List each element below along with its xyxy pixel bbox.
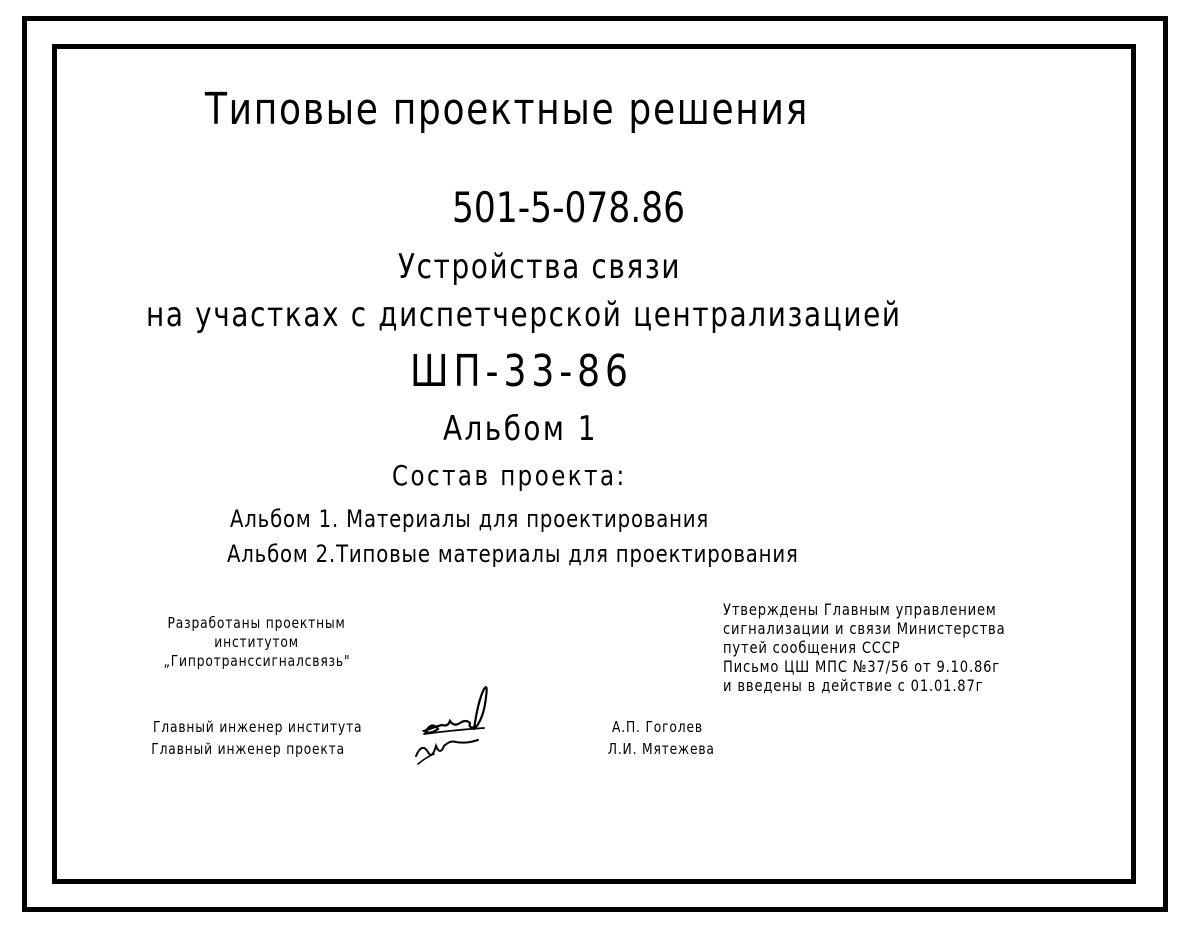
approval-line: сигнализации и связи Министерства xyxy=(722,619,1006,638)
signatory-row xyxy=(130,718,703,736)
developer-line: „Гипротранссигналсвязь" xyxy=(163,652,351,670)
contents-header: Состав проекта: xyxy=(392,459,627,492)
signatory-name: А.П. Гоголев xyxy=(611,718,703,736)
contents-item: Альбом 2.Типовые материалы для проектирования xyxy=(227,540,799,568)
handwritten-signatures xyxy=(410,678,520,778)
signatory-role: Главный инженер института xyxy=(152,718,363,736)
approval-block xyxy=(692,600,1036,695)
developer-block xyxy=(112,614,402,671)
signatory-role: Главный инженер проекта xyxy=(151,740,346,758)
approval-line: Письмо ЦШ МПС №37/56 от 9.10.86г xyxy=(722,657,1001,676)
signatory-row xyxy=(130,740,715,758)
subject-subtitle: на участках с диспетчерской централизацией xyxy=(146,295,902,335)
project-code: ШП-33-86 xyxy=(410,346,633,397)
document-code: 501-5-078.86 xyxy=(452,183,686,232)
contents-item: Альбом 1. Материалы для проектирования xyxy=(230,505,710,533)
album-title: Альбом 1 xyxy=(443,409,598,449)
subject-title: Устройства связи xyxy=(398,247,682,287)
signatory-name: Л.И. Мятежева xyxy=(607,740,715,758)
series-title: Типовые проектные решения xyxy=(205,84,809,135)
approval-line: путей сообщения СССР xyxy=(722,638,901,657)
approval-line: и введены в действие с 01.01.87г xyxy=(722,676,984,695)
developer-line: институтом xyxy=(214,633,300,651)
developer-line: Разработаны проектным xyxy=(167,614,347,632)
approval-line: Утверждены Главным управлением xyxy=(722,600,997,619)
